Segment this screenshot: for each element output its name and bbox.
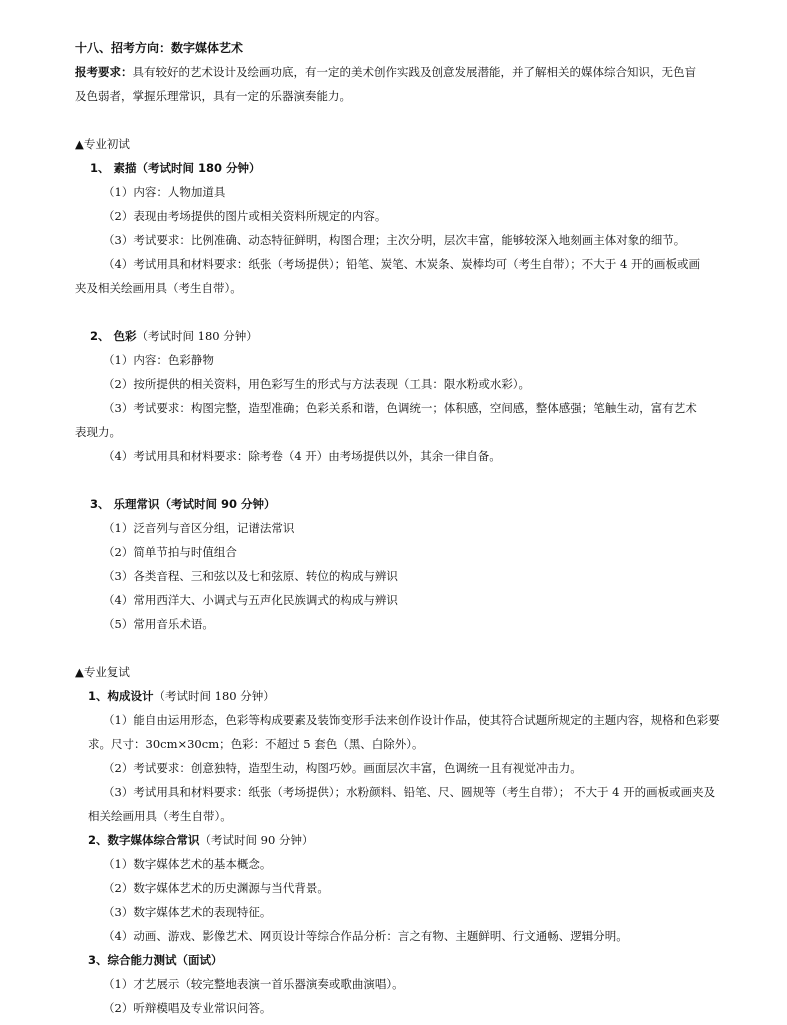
requirements-label: 报考要求：	[75, 65, 133, 79]
retest-s1-item: （3）考试用具和材料要求：纸张（考场提供）；水粉颜料、铅笔、尺、圆规等（考生自带）； 不大于 4 开的画板或画夹及	[103, 785, 716, 799]
prelim-s2-item: （3）考试要求：构图完整，造型准确；色彩关系和谐，色调统一；体积感，空间感，整体感强；笔触生动，富有艺术	[103, 401, 697, 415]
prelim-s2-item: 表现力。	[75, 425, 121, 439]
requirements-text-1: 具有较好的艺术设计及绘画功底，有一定的美术创作实践及创意发展潜能，并了解相关的媒体综合知识，无色盲	[132, 65, 696, 79]
prelim-s3-item: （5）常用音乐术语。	[103, 617, 214, 631]
retest-s2-title	[88, 832, 313, 848]
prelim-s2-name: 2、 色彩	[90, 329, 137, 343]
prelim-s1-item: 夹及相关绘画用具（考生自带）。	[75, 281, 242, 295]
prelim-s1-item: （1）内容：人物加道具	[103, 185, 226, 199]
retest-s2-item: （3）数字媒体艺术的表现特征。	[103, 905, 272, 919]
retest-s1-item: （2）考试要求：创意独特，造型生动，构图巧妙。画面层次丰富，色调统一且有视觉冲击力。	[103, 761, 582, 775]
retest-s1-title	[88, 688, 275, 704]
retest-s1-item: 求。尺寸：30cm×30cm；色彩：不超过 5 套色（黑、白除外）。	[88, 737, 424, 751]
retest-s1-name: 1、构成设计	[88, 689, 154, 703]
prelim-s3-title: 3、 乐理常识（考试时间 90 分钟）	[90, 497, 276, 511]
prelim-s1-title	[90, 160, 261, 176]
retest-s2-item: （4）动画、游戏、影像艺术、网页设计等综合作品分析：言之有物、主题鲜明、行文通畅、逻辑分明。	[103, 929, 628, 943]
retest-s3-item: （1）才艺展示（较完整地表演一首乐器演奏或歌曲演唱）。	[103, 977, 404, 991]
prelim-s3-item: （4）常用西洋大、小调式与五声化民族调式的构成与辨识	[103, 593, 398, 607]
prelim-s1-item: （2）表现由考场提供的图片或相关资料所规定的内容。	[103, 209, 387, 223]
retest-s1-item: （1）能自由运用形态，色彩等构成要素及装饰变形手法来创作设计作品，使其符合试题所规定的主题内容，规格和色彩要	[103, 713, 720, 727]
retest-s2-item: （2）数字媒体艺术的历史渊源与当代背景。	[103, 881, 329, 895]
prelim-s3-item: （1）泛音列与音区分组，记谱法常识	[103, 521, 295, 535]
prelim-s1-item: （3）考试要求：比例准确、动态特征鲜明，构图合理；主次分明，层次丰富，能够较深入地刻画主体对象的细节。	[103, 233, 686, 247]
retest-s2-item: （1）数字媒体艺术的基本概念。	[103, 857, 272, 871]
prelim-s1-time: （考试时间 180 分钟）	[136, 161, 261, 175]
prelim-s2-item: （2）按所提供的相关资料，用色彩写生的形式与方法表现（工具：限水粉或水彩）。	[103, 377, 531, 391]
prelim-s3-item: （3）各类音程、三和弦以及七和弦原、转位的构成与辨识	[103, 569, 398, 583]
requirements-line-2: 及色弱者，掌握乐理常识，具有一定的乐器演奏能力。	[75, 89, 351, 103]
prelim-s2-item: （4）考试用具和材料要求：除考卷（4 开）由考场提供以外，其余一律自备。	[103, 449, 501, 463]
prelim-s2-title	[90, 328, 258, 344]
prelim-heading: ▲专业初试	[75, 137, 130, 151]
requirements-line-1	[75, 64, 696, 80]
prelim-s3-item: （2）简单节拍与时值组合	[103, 545, 237, 559]
retest-s3-title: 3、综合能力测试（面试）	[88, 953, 223, 967]
retest-s2-name: 2、数字媒体综合常识	[88, 833, 200, 847]
retest-s1-time: （考试时间 180 分钟）	[153, 689, 275, 703]
retest-s2-time: （考试时间 90 分钟）	[199, 833, 314, 847]
retest-heading: ▲专业复试	[75, 665, 130, 679]
prelim-s1-name: 1、 素描	[90, 161, 137, 175]
prelim-s2-item: （1）内容：色彩静物	[103, 353, 214, 367]
prelim-s1-item: （4）考试用具和材料要求：纸张（考场提供）；铅笔、炭笔、木炭条、炭棒均可（考生自带）；不大于 4 开的画板或画	[103, 257, 700, 271]
retest-s3-item: （2）听辩模唱及专业常识问答。	[103, 1001, 272, 1015]
prelim-s2-time: （考试时间 180 分钟）	[136, 329, 258, 343]
page-title: 十八、招考方向：数字媒体艺术	[75, 41, 244, 55]
retest-s1-item: 相关绘画用具（考生自带）。	[88, 809, 232, 823]
